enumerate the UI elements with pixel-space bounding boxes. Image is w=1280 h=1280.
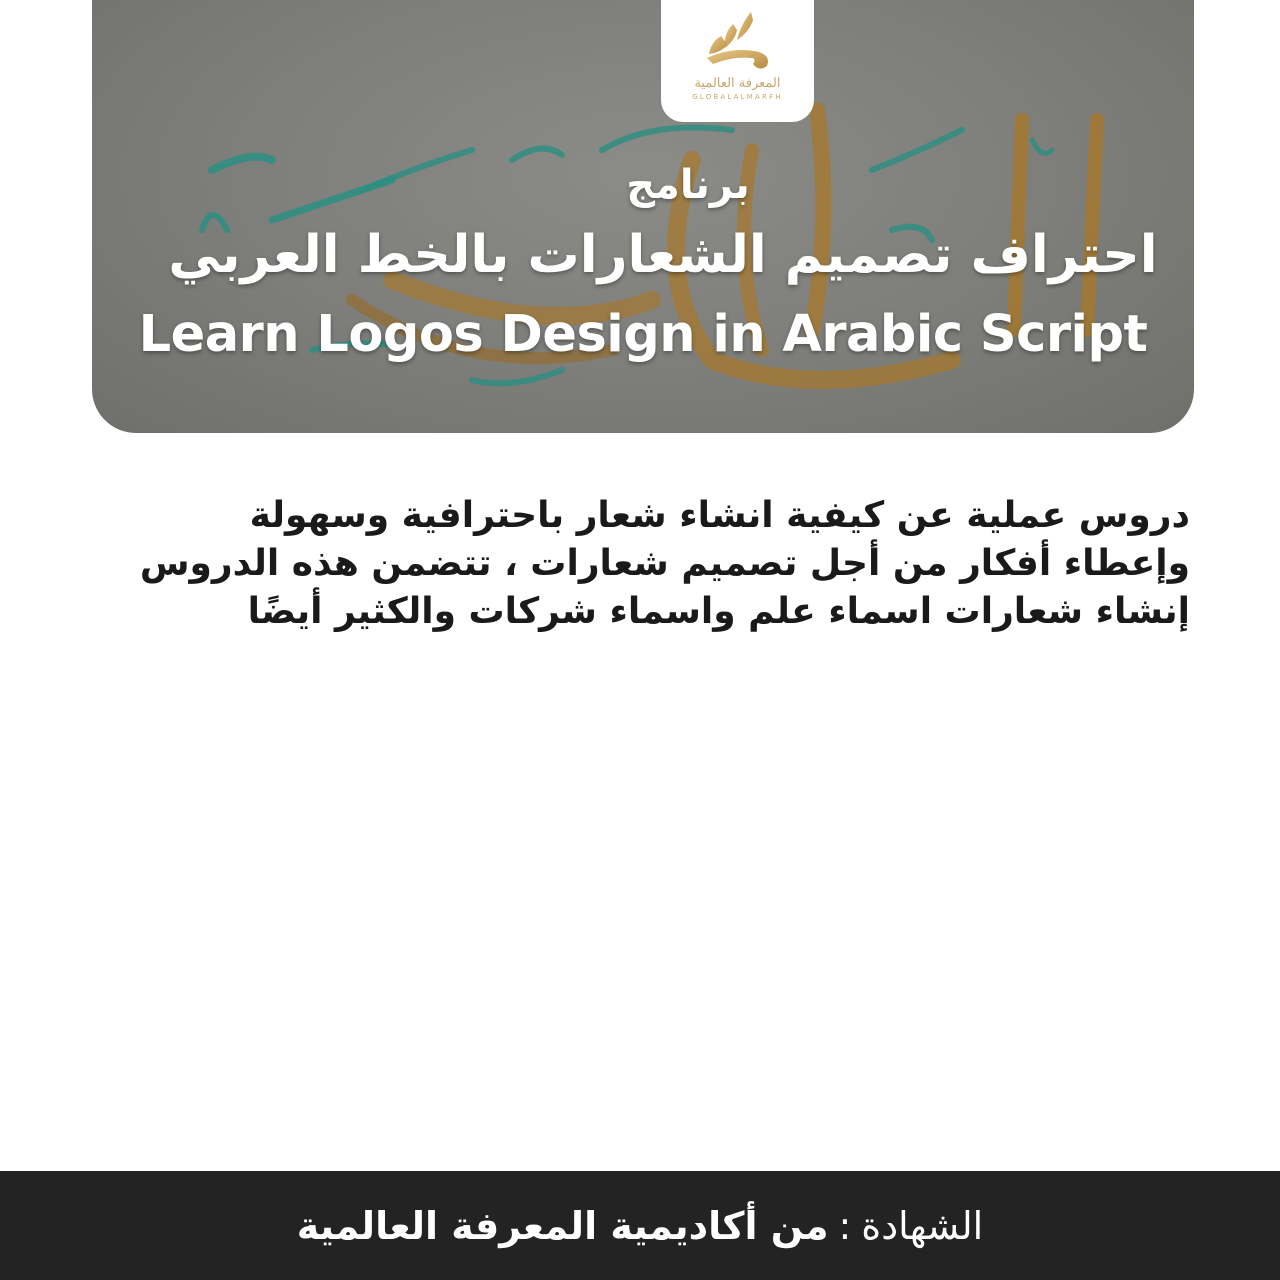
course-description: دروس عملية عن كيفية انشاء شعار باحترافية وسهولة وإعطاء أفكار من أجل تصميم شعارات ، تتضمن هذه الدروس إنشاء شعارات اسماء علم واسماء شركات والكثير أيضًا xyxy=(139,495,1190,632)
hero-title-english: Learn Logos Design in Arabic Script xyxy=(138,305,1148,364)
hero-banner xyxy=(92,0,1194,433)
logo-badge xyxy=(661,0,814,122)
certificate-footer xyxy=(0,1171,1280,1280)
logo-arabic-text: المعرفة العالمية xyxy=(694,76,781,91)
logo-english-text: GLOBALALMARFH xyxy=(692,93,783,101)
certificate-issuer: من أكاديمية المعرفة العالمية xyxy=(296,1203,829,1248)
hero-title-arabic: احتراف تصميم الشعارات بالخط العربي xyxy=(168,225,1158,285)
hero-title-program: برنامج xyxy=(626,162,750,208)
certificate-label: الشهادة xyxy=(861,1203,984,1248)
logo-feather-icon xyxy=(693,6,783,76)
certificate-separator: : xyxy=(838,1203,852,1248)
calligraphy-background-image xyxy=(92,0,1194,433)
